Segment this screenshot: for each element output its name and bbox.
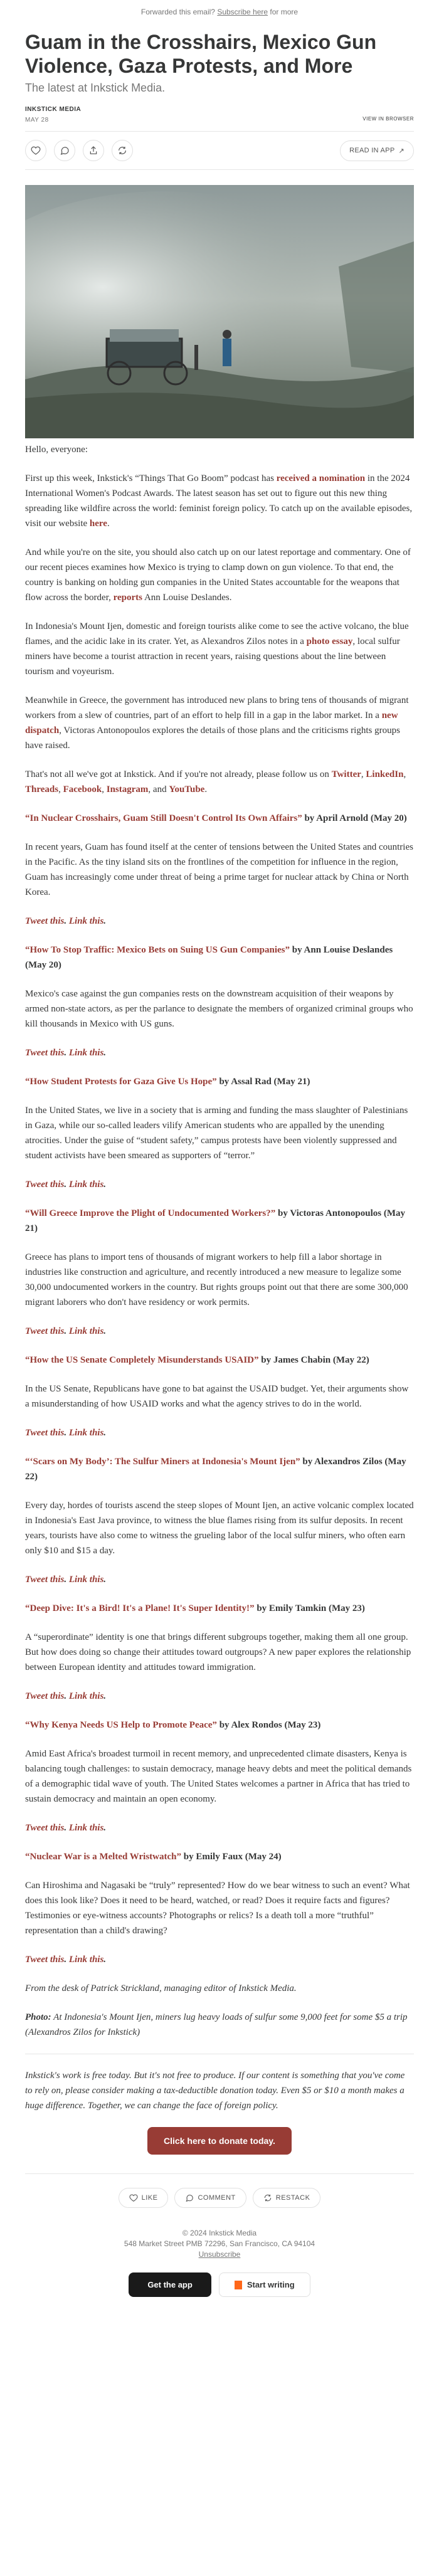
tweet-this-link[interactable]: Tweet this: [25, 1428, 65, 1438]
greeting: Hello, everyone:: [25, 445, 88, 455]
article-heading: [25, 1353, 414, 1368]
get-the-app-button[interactable]: Get the app: [129, 2272, 211, 2297]
article-item: [25, 1206, 414, 1339]
share-links: Tweet this. Link this.: [25, 916, 107, 926]
share-links: Tweet this. Link this.: [25, 1575, 107, 1585]
article-item: [25, 1601, 414, 1704]
forwarded-text: Forwarded this email?: [140, 8, 215, 16]
substack-logo-icon: [235, 2281, 242, 2289]
footer-comment-button[interactable]: [174, 2188, 246, 2208]
youtube-link[interactable]: YouTube: [169, 784, 205, 794]
article-byline: by Alexandros Zilos (May 22): [25, 1457, 406, 1482]
nomination-link[interactable]: received a nomination: [276, 473, 366, 483]
footer-restack-button[interactable]: [253, 2188, 321, 2208]
article-item: [25, 1454, 414, 1587]
article-item: [25, 1353, 414, 1440]
article-byline: by Assal Rad (May 21): [219, 1077, 310, 1087]
article-list: [25, 811, 414, 1967]
link-this-link[interactable]: Link this: [68, 1048, 104, 1058]
footer-like-label: LIKE: [141, 2194, 158, 2202]
email-container: [13, 0, 426, 2309]
share-button[interactable]: [83, 140, 104, 161]
article-heading: [25, 1206, 414, 1236]
tweet-this-link[interactable]: Tweet this: [25, 1823, 65, 1833]
article-byline: by Ann Louise Deslandes (May 20): [25, 945, 393, 970]
article-summary: In the United States, we live in a society that is arming and funding the mass slaughter of Palestinians in Gaza, while our so-called leaders vilify American students who are appalled by the unending atrocities. Under the guise of “student safety,” campus protests have been violently suppressed and student activists have been smeared as supporters of “terror.”: [25, 1106, 408, 1161]
intro-paragraph-3: In Indonesia's Mount Ijen, domestic and foreign tourists alike come to see the active volcano, the blue flames, and the acidic lake in its crater. Yet, as Alexandros Zilos notes in a photo essay, local sulfur miners have become a tourist attraction in recent years, raising questions about the line between tourism and voyeurism.: [25, 621, 409, 677]
share-links: Tweet this. Link this.: [25, 1691, 107, 1701]
article-heading: [25, 1454, 414, 1484]
article-title-link[interactable]: “Deep Dive: It's a Bird! It's a Plane! It's Super Identity!”: [25, 1603, 255, 1613]
tweet-this-link[interactable]: Tweet this: [25, 1048, 65, 1058]
share-links: Tweet this. Link this.: [25, 1180, 107, 1190]
article-item: [25, 942, 414, 1060]
article-byline: by Victoras Antonopoulos (May 21): [25, 1208, 405, 1233]
article-byline: by April Arnold (May 20): [304, 813, 407, 823]
tweet-this-link[interactable]: Tweet this: [25, 916, 65, 926]
article-title-link[interactable]: “‘Scars on My Body’: The Sulfur Miners at Indonesia's Mount Ijen”: [25, 1457, 300, 1467]
start-writing-label: Start writing: [246, 2280, 295, 2289]
share-links: Tweet this. Link this.: [25, 1048, 107, 1058]
tweet-this-link[interactable]: Tweet this: [25, 1326, 65, 1336]
link-this-link[interactable]: Link this: [68, 1180, 104, 1190]
footer-like-button[interactable]: [119, 2188, 169, 2208]
link-this-link[interactable]: Link this: [68, 1326, 104, 1336]
heart-icon: [31, 145, 41, 156]
intro-paragraph-4: Meanwhile in Greece, the government has introduced new plans to bring tens of thousands of migrant workers from a slew of countries, part of an effort to help fill in a gap in the labor market. In a new dispatch, Victoras Antonopoulos explores the details of those plans and the criticisms rights groups have raised.: [25, 695, 409, 751]
tweet-this-link[interactable]: Tweet this: [25, 1180, 65, 1190]
article-summary: Can Hiroshima and Nagasaki be “truly” represented? How do we bear witness to such an event? What does this look like? Does it need to be heard, watched, or read? Does it require facts and figures? Testimonies or eye-witness accounts? Photographs or relics? Is a death toll a more “truthful” representation than a child's drawing?: [25, 1881, 410, 1936]
restack-icon: [117, 145, 127, 156]
link-this-link[interactable]: Link this: [68, 1955, 104, 1965]
external-arrow-icon: ↗: [398, 147, 405, 155]
article-title-link[interactable]: “Nuclear War is a Melted Wristwatch”: [25, 1852, 182, 1862]
unsubscribe-link[interactable]: Unsubscribe: [198, 2250, 241, 2259]
article-item: [25, 1849, 414, 1967]
photo-caption: At Indonesia's Mount Ijen, miners lug heavy loads of sulfur some 9,000 feet for some $5 a trip (Alexandros Zilos for Inkstick): [25, 2012, 408, 2037]
restack-icon: [263, 2193, 272, 2202]
link-this-link[interactable]: Link this: [68, 1428, 104, 1438]
article-summary: Amid East Africa's broadest turmoil in recent memory, and unprecedented climate disasters, Kenya is balancing tough challenges: to sustain democracy, manage heavy debts and meet the political demands of a demographic tidal wave of youth. The United States welcomes a partner in Africa that has tried to sustain democracy and maintain an open economy.: [25, 1749, 412, 1804]
link-this-link[interactable]: Link this: [68, 916, 104, 926]
tweet-this-link[interactable]: Tweet this: [25, 1575, 65, 1585]
intro-paragraph-2: And while you're on the site, you should also catch up on our latest reportage and commentary. One of our recent pieces examines how Mexico is trying to clamp down on gun violence. To that end, the country is banking on holding gun companies in the United States accountable for the weapons that flow across the border, reports Ann Louise Deslandes.: [25, 547, 411, 603]
heart-icon: [129, 2193, 138, 2202]
linkedin-link[interactable]: LinkedIn: [366, 769, 404, 779]
article-summary: Greece has plans to import tens of thousands of migrant workers to help fill a labor shortage in industries like construction and agriculture, and recently introduced a new measure to legalize some 30,000 undocumented workers in the country. But rights groups point out that there are some 300,000 migrant laborers who don't have residency or work permits.: [25, 1252, 408, 1307]
comment-icon: [185, 2193, 194, 2202]
article-summary: Mexico's case against the gun companies rests on the downstream acquisition of their weapons by armed non-state actors, as per the parlance to designate the members of organized criminal groups who kill thousands in Mexico with US guns.: [25, 989, 413, 1029]
new-dispatch-link[interactable]: new dispatch: [25, 710, 398, 736]
article-heading: [25, 811, 414, 826]
article-heading: [25, 1718, 414, 1733]
divider: [25, 131, 414, 132]
post-title[interactable]: Guam in the Crosshairs, Mexico Gun Violence, Gaza Protests, and More: [25, 31, 377, 77]
comment-button[interactable]: [54, 140, 75, 161]
post-subtitle: The latest at Inkstick Media.: [25, 82, 166, 94]
comment-icon: [60, 145, 70, 156]
like-button[interactable]: [25, 140, 46, 161]
donate-text: Inkstick's work is free today. But it's not free to produce. If our content is something that you've come to rely on, please consider making a tax-deductible donation today. Even $5 or $10 a month makes a huge difference. Together, we can change the face of foreign policy.: [25, 2071, 405, 2111]
post-body: [25, 442, 414, 2113]
publication-name[interactable]: INKSTICK MEDIA: [25, 106, 82, 113]
article-title-link[interactable]: “How To Stop Traffic: Mexico Bets on Suing US Gun Companies”: [25, 945, 290, 955]
photo-essay-link[interactable]: photo essay: [306, 636, 353, 647]
article-title-link[interactable]: “How the US Senate Completely Misunderstands USAID”: [25, 1355, 259, 1365]
photo-label: Photo:: [25, 2012, 51, 2022]
twitter-link[interactable]: Twitter: [331, 769, 361, 779]
share-links: Tweet this. Link this.: [25, 1428, 107, 1438]
tweet-this-link[interactable]: Tweet this: [25, 1691, 65, 1701]
article-title-link[interactable]: “In Nuclear Crosshairs, Guam Still Doesn't Control Its Own Affairs”: [25, 813, 302, 823]
volcano-photo-image: [25, 185, 414, 438]
article-title-link[interactable]: “Will Greece Improve the Plight of Undocumented Workers?”: [25, 1208, 276, 1218]
forwarded-suffix: for more: [270, 8, 299, 16]
article-item: [25, 811, 414, 929]
article-title-link[interactable]: “How Student Protests for Gaza Give Us Hope”: [25, 1077, 217, 1087]
share-links: Tweet this. Link this.: [25, 1823, 107, 1833]
article-byline: by Emily Faux (May 24): [183, 1852, 282, 1862]
forwarded-banner: [25, 0, 414, 23]
article-title-link[interactable]: “Why Kenya Needs US Help to Promote Peace”: [25, 1720, 217, 1730]
facebook-link[interactable]: Facebook: [63, 784, 102, 794]
link-this-link[interactable]: Link this: [68, 1575, 104, 1585]
divider: [25, 169, 414, 170]
start-writing-button[interactable]: [219, 2272, 310, 2297]
donate-button[interactable]: Click here to donate today.: [147, 2127, 292, 2155]
tweet-this-link[interactable]: Tweet this: [25, 1955, 65, 1965]
article-byline: by Alex Rondos (May 23): [219, 1720, 321, 1730]
footer-address: [25, 2222, 414, 2272]
photo-credit: [25, 2010, 414, 2040]
threads-link[interactable]: Threads: [25, 784, 59, 794]
article-summary: Every day, hordes of tourists ascend the steep slopes of Mount Ijen, an active volcanic complex located in Indonesia's East Java province, to witness the blue flames rising from its sulfur deposits. In recent years, tourists have also come to witness the grueling labor of the local sulfur miners, who often earn only $10 and $15 a day.: [25, 1501, 414, 1556]
article-summary: In recent years, Guam has found itself at the center of tensions between the United States and countries in the Pacific. As the tiny island sits on the frontlines of the competition for influence in the region, Guam has increasingly come under threat of being a prime target for nuclear attack by China or North Korea.: [25, 842, 413, 897]
link-this-link[interactable]: Link this: [68, 1691, 104, 1701]
article-heading: [25, 1849, 414, 1864]
footer-comment-label: COMMENT: [198, 2194, 236, 2202]
share-links: Tweet this. Link this.: [25, 1326, 107, 1336]
article-summary: In the US Senate, Republicans have gone to bat against the USAID budget. Yet, their arguments show a misunderstanding of how USAID works and what the agency strives to do in the world.: [25, 1384, 409, 1409]
app-cta-row: [25, 2272, 414, 2309]
view-in-browser-link[interactable]: VIEW IN BROWSER: [362, 116, 414, 122]
donate-section: [25, 2054, 414, 2113]
article-byline: by Emily Tamkin (May 23): [257, 1603, 365, 1613]
article-heading: [25, 1601, 414, 1616]
footer-action-bar: [25, 2173, 414, 2222]
read-in-app-label: READ IN APP: [349, 147, 395, 154]
editor-signature: From the desk of Patrick Strickland, managing editor of Inkstick Media.: [25, 1983, 297, 1993]
donate-button-row: [25, 2127, 414, 2155]
link-this-link[interactable]: Link this: [68, 1823, 104, 1833]
post-date: MAY 28: [25, 117, 49, 124]
copyright: © 2024 Inkstick Media: [182, 2229, 257, 2237]
podcast-website-link[interactable]: here: [89, 519, 107, 529]
hero-image[interactable]: [25, 185, 414, 438]
intro-paragraph-1: First up this week, Inkstick's “Things That Go Boom” podcast has received a nomination in the 2024 International Women's Podcast Awards. The latest season has set out to figure out this new thing spreading like wildfire across the world: feminist foreign policy. To catch up on the available episodes, visit our website here.: [25, 473, 413, 529]
intro-paragraph-5: That's not all we've got at Inkstick. And if you're not already, please follow us on Twitter, LinkedIn, Threads, Facebook, Instagram, and YouTube.: [25, 769, 406, 794]
article-item: [25, 1718, 414, 1835]
read-in-app-button[interactable]: [340, 140, 414, 161]
share-icon: [88, 145, 98, 156]
share-links: Tweet this. Link this.: [25, 1955, 107, 1965]
post-action-bar: [25, 139, 414, 162]
article-heading: [25, 942, 414, 973]
article-summary: A “superordinate” identity is one that brings different subgroups together, making them all one group. But how does doing so change their attitudes toward outgroups? A new paper explores the relationship between European identity and attitudes toward immigration.: [25, 1632, 411, 1672]
instagram-link[interactable]: Instagram: [106, 784, 149, 794]
article-heading: [25, 1074, 414, 1089]
subscribe-link[interactable]: Subscribe here: [217, 8, 268, 16]
article-byline: by James Chabin (May 22): [261, 1355, 369, 1365]
restack-button[interactable]: [112, 140, 133, 161]
post-meta: [25, 106, 414, 124]
footer-restack-label: RESTACK: [275, 2194, 310, 2202]
article-item: [25, 1074, 414, 1192]
mailing-address: 548 Market Street PMB 72296, San Francisco, CA 94104: [124, 2239, 315, 2248]
reports-link[interactable]: reports: [113, 593, 142, 603]
